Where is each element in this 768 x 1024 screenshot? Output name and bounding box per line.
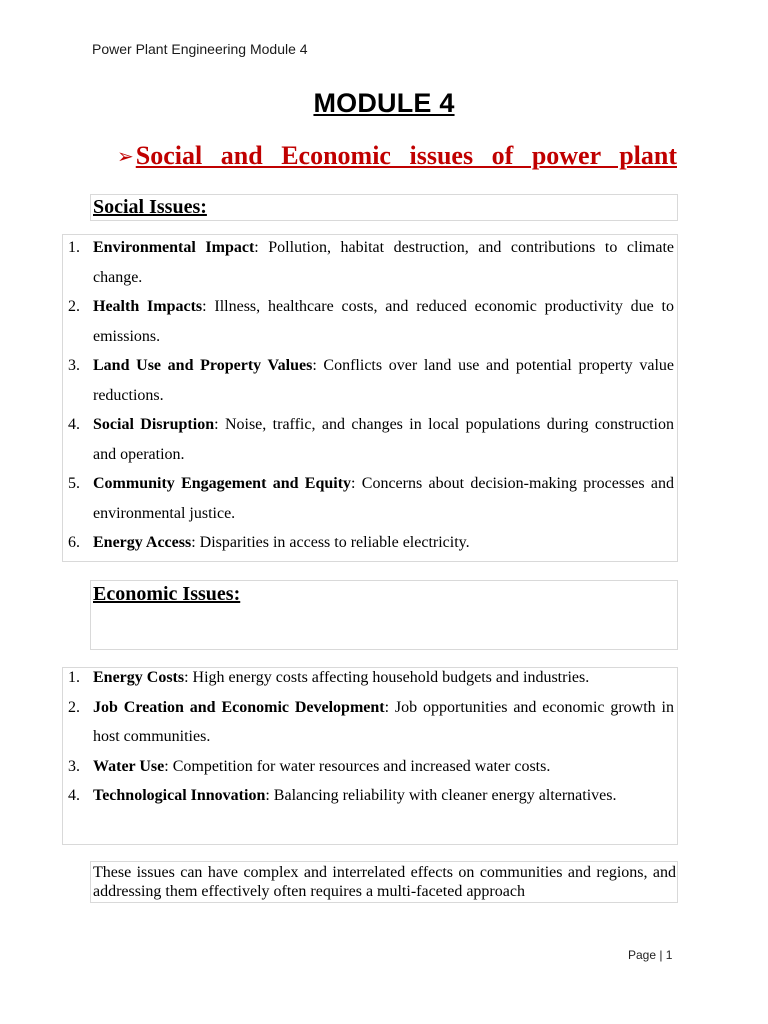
list-item: 1. Energy Costs: High energy costs affecting household budgets and industries. (68, 669, 590, 686)
economic-issues-heading: Economic Issues: (93, 583, 241, 605)
list-item: 4. Social Disruption: Noise, traffic, and changes in local populations during construction and operation. (68, 416, 675, 463)
arrow-bullet-icon: ➢ (117, 145, 134, 168)
social-issues-heading: Social Issues: (93, 196, 207, 218)
running-header: Power Plant Engineering Module 4 (92, 41, 308, 57)
subtitle-text: Social and Economic issues of power plant (135, 141, 677, 170)
list-item: 3. Water Use: Competition for water resources and increased water costs. (68, 757, 551, 775)
module-title-text: MODULE 4 (313, 88, 455, 118)
module-title (0, 88, 768, 119)
list-item: 4. Technological Innovation: Balancing reliability with cleaner energy alternatives. (68, 787, 617, 804)
economic-issues-list (62, 663, 674, 811)
list-item: 2. Health Impacts: Illness, healthcare costs, and reduced economic productivity due to emissions. (68, 298, 675, 345)
list-item: 5. Community Engagement and Equity: Concerns about decision-making processes and environmental justice. (68, 475, 674, 522)
closing-paragraph: These issues can have complex and interrelated effects on communities and regions, and addressing them effectively often requires a multi-faceted approach (93, 864, 676, 900)
list-item: 1. Environmental Impact: Pollution, habitat destruction, and contributions to climate change. (68, 239, 675, 286)
page-number: Page | 1 (628, 948, 673, 962)
section-subtitle (117, 138, 677, 174)
list-item: 6. Energy Access: Disparities in access to reliable electricity. (68, 534, 470, 551)
list-item: 3. Land Use and Property Values: Conflicts over land use and potential property value reductions. (68, 357, 674, 404)
list-item: 2. Job Creation and Economic Development: Job opportunities and economic growth in host communities. (68, 698, 674, 745)
social-issues-list (62, 233, 674, 558)
